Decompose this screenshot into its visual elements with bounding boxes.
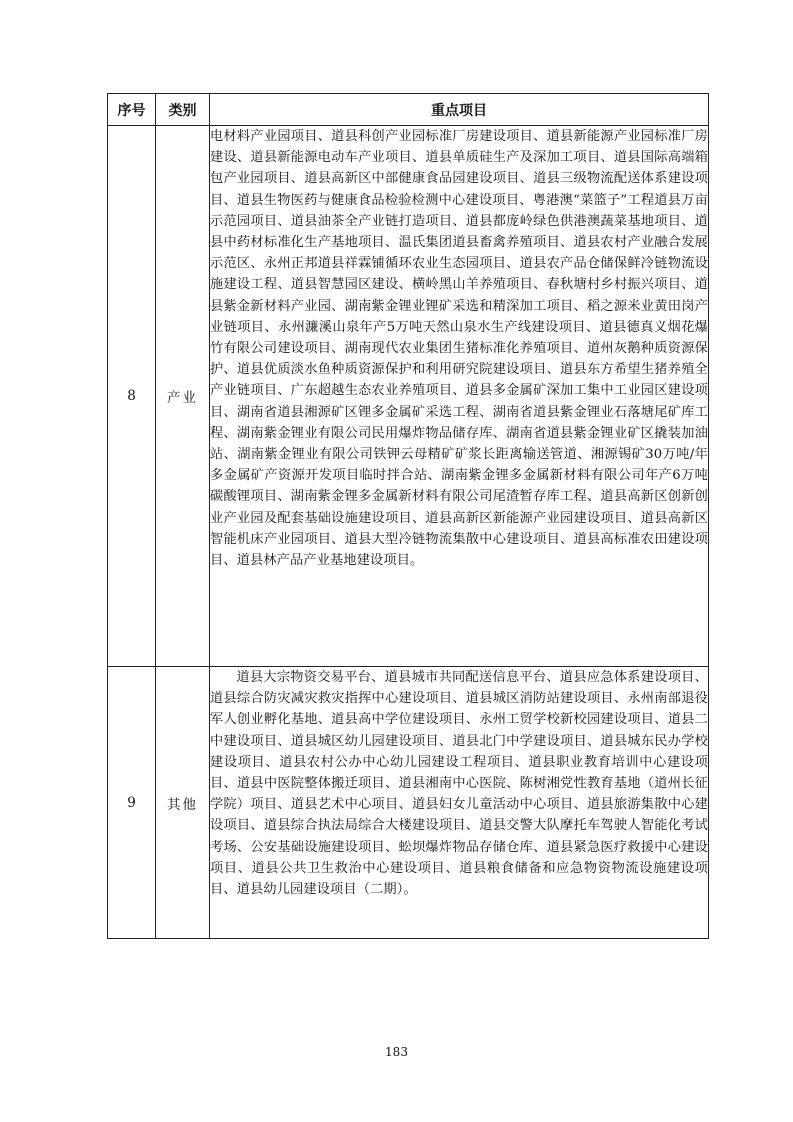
row-projects: 电材料产业园项目、道县科创产业园标准厂房建设项目、道县新能源产业园标准厂房建设、道县新能源电动车产业项目、道县单质硅生产及深加工项目、道县国际高端箱包产业园项目、道县高新区中部健康食品园建设项目、道县三级物流配送体系建设项目、道县生物医药与健康食品检验检测中心建设项目、粤港澳“菜篮子”工程道县万亩示范园项目、道县油茶全产业链打造项目、道县都庞岭绿色供港澳蔬菜基地项目、道县中药材标准化生产基地项目、温氏集团道县畜禽养殖项目、道县农村产业融合发展示范区、永州正邦道县祥霖铺循环农业生态园项目、道县农产品仓储保鲜冷链物流设施建设工程、道县智慧园区建设、横岭黑山羊养殖项目、春秋塘村乡村振兴项目、道县紫金新材料产业园、湖南紫金锂业锂矿采选和精深加工项目、稻之源米业黄田岗产业链项目、永州濂溪山泉年产5万吨天然山泉水生产线建设项目、道县德真义烟花爆竹有限公司建设项目、湖南现代农业集团生猪标准化养殖项目、道州灰鹅种质资源保护、道县优质淡水鱼种质资源保护和利用研究院建设项目、道县东方希望生猪养殖全产业链项目、广东超越生态农业养殖项目、道县多金属矿深加工集中工业园区建设项目、湖南省道县湘源矿区锂多金属矿采选工程、湖南省道县紫金锂业石落塘尾矿库工程、湖南紫金锂业有限公司民用爆炸物品储存库、湖南省道县紫金锂业矿区撬装加油站、湖南紫金锂业有限公司铁钾云母精矿矿浆长距离输送管道、湘源锡矿30万吨/年多金属矿产资源开发项目临时拌合站、湖南紫金锂多金属新材料有限公司年产6万吨碳酸锂项目、湖南紫金锂多金属新材料有限公司尾渣暂存库工程、道县高新区创新创业产业园及配套基础设施建设项目、道县高新区新能源产业园建设项目、道县高新区智能机床产业园项目、道县大型冷链物流集散中心建设项目、道县高标准农田建设项目、道县林产品产业基地建设项目。	[210, 126, 709, 667]
table-row	[108, 667, 709, 939]
header-category: 类别	[156, 94, 210, 126]
row-category: 产业	[156, 126, 210, 667]
row-category: 其他	[156, 667, 210, 939]
page-number: 183	[385, 1045, 408, 1059]
row-seq: 9	[108, 667, 156, 939]
header-seq: 序号	[108, 94, 156, 126]
header-projects: 重点项目	[210, 94, 709, 126]
row-seq: 8	[108, 126, 156, 667]
table-header-row	[108, 94, 709, 126]
key-projects-table	[107, 93, 709, 939]
table-row	[108, 126, 709, 667]
row-projects: 道县大宗物资交易平台、道县城市共同配送信息平台、道县应急体系建设项目、道县综合防灾减灾救灾指挥中心建设项目、道县城区消防站建设项目、永州南部退役军人创业孵化基地、道县高中学位建设项目、永州工贸学校新校园建设项目、道县二中建设项目、道县城区幼儿园建设项目、道县北门中学建设项目、道县城东民办学校建设项目、道县农村公办中心幼儿园建设工程项目、道县职业教育培训中心建设项目、道县中医院整体搬迁项目、道县湘南中心医院、陈树湘党性教育基地（道州长征学院）项目、道县艺术中心项目、道县妇女儿童活动中心项目、道县旅游集散中心建设项目、道县综合执法局综合大楼建设项目、道县交警大队摩托车驾驶人智能化考试考场、公安基础设施建设项目、蚣坝爆炸物品存储仓库、道县紧急医疗救援中心建设项目、道县公共卫生救治中心建设项目、道县粮食储备和应急物资物流设施建设项目、道县幼儿园建设项目（二期）。	[210, 667, 709, 939]
